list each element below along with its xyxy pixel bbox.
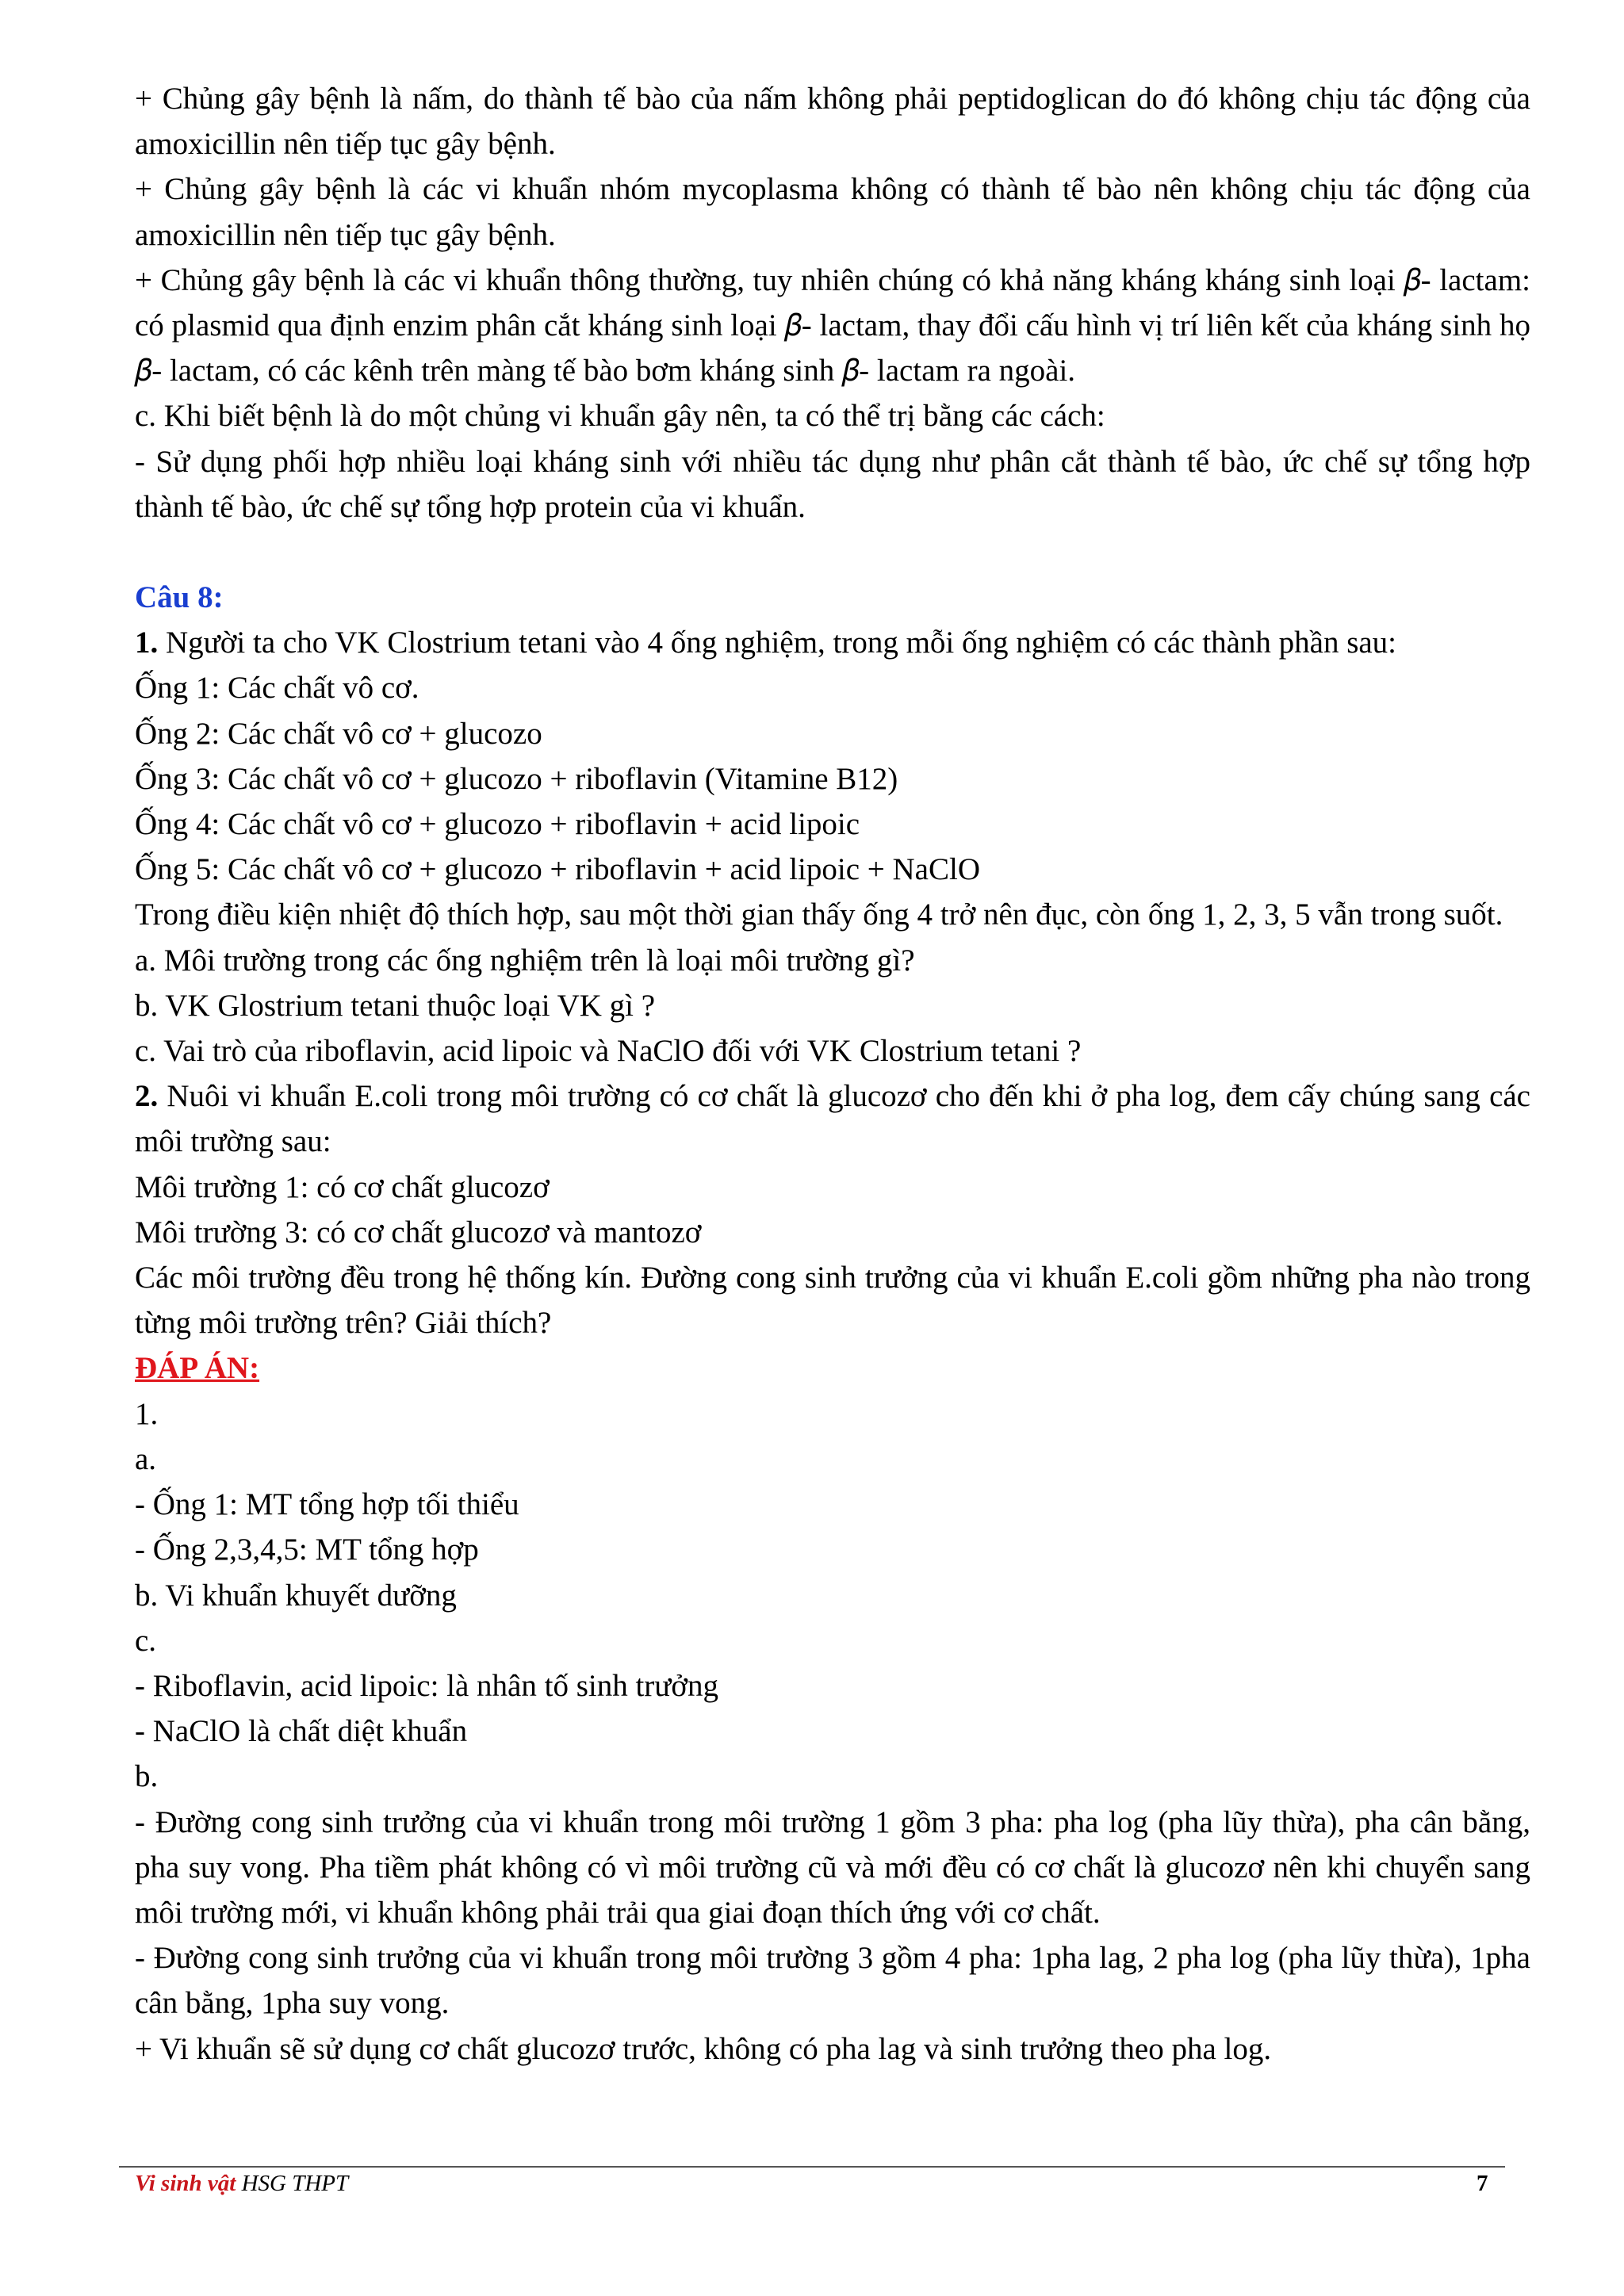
- question-part1: [135, 620, 1530, 665]
- paragraph: c. Khi biết bệnh là do một chủng vi khuẩn gây nên, ta có thể trị bằng các cách:: [135, 399, 1105, 434]
- paragraph: + Chủng gây bệnh là các vi khuẩn nhóm mycoplasma không có thành tế bào nên không chịu tác động của amoxicillin nên tiếp tục gây bệnh.: [135, 172, 1530, 252]
- footer-title: [135, 2171, 348, 2197]
- medium-item: Môi trường 1: có cơ chất glucozơ: [135, 1169, 550, 1204]
- answer-line: + Vi khuẩn sẽ sử dụng cơ chất glucozơ trước, không có pha lag và sinh trưởng theo pha log.: [135, 2031, 1272, 2066]
- answer-line: - Riboflavin, acid lipoic: là nhân tố sinh trưởng: [135, 1668, 719, 1703]
- question-part2: [135, 1073, 1530, 1164]
- tube-item: Ống 2: Các chất vô cơ + glucozo: [135, 716, 542, 751]
- medium-item: Môi trường 3: có cơ chất glucozơ và mantozơ: [135, 1215, 702, 1249]
- tube-item: Ống 3: Các chất vô cơ + glucozo + riboflavin (Vitamine B12): [135, 761, 898, 796]
- paragraph: + Chủng gây bệnh là các vi khuẩn thông thường, tuy nhiên chúng có khả năng kháng kháng sinh loại 𝛽- lactam: có plasmid qua định enzim phân cắt kháng sinh loại 𝛽- lactam, thay đổi cấu hình vị trí liên kết của kháng sinh họ 𝛽- lactam, có các kênh trên màng tế bào bơm kháng sinh 𝛽- lactam ra ngoài.: [135, 262, 1530, 388]
- answer-line: - Ống 2,3,4,5: MT tổng hợp: [135, 1533, 479, 1567]
- spacer: [135, 530, 1530, 575]
- answer-heading: ĐÁP ÁN:: [135, 1351, 260, 1386]
- sub-question: b. VK Glostrium tetani thuộc loại VK gì ?: [135, 988, 656, 1023]
- part-text: Người ta cho VK Clostrium tetani vào 4 ống nghiệm, trong mỗi ống nghiệm có các thành phần sau:: [158, 626, 1397, 660]
- question-heading: Câu 8:: [135, 580, 224, 615]
- paragraph: - Sử dụng phối hợp nhiều loại kháng sinh với nhiều tác dụng như phân cắt thành tế bào, ức chế sự tổng hợp thành tế bào, ức chế sự tổng hợp protein của vi khuẩn.: [135, 444, 1530, 524]
- answer-line: - Đường cong sinh trưởng của vi khuẩn trong môi trường 3 gồm 4 pha: 1pha lag, 2 pha log (pha lũy thừa), 1pha cân bằng, 1pha suy vong.: [135, 1941, 1530, 2021]
- answer-line: - NaClO là chất diệt khuẩn: [135, 1714, 468, 1749]
- answer-line: b.: [135, 1759, 159, 1794]
- part-number: 2.: [135, 1079, 159, 1114]
- tube-item: Ống 4: Các chất vô cơ + glucozo + riboflavin + acid lipoic: [135, 807, 860, 842]
- question-closing: Các môi trường đều trong hệ thống kín. Đường cong sinh trưởng của vi khuẩn E.coli gồm những pha nào trong từng môi trường trên? Giải thích?: [135, 1261, 1530, 1341]
- tube-item: Ống 5: Các chất vô cơ + glucozo + riboflavin + acid lipoic + NaClO: [135, 852, 981, 887]
- answer-line: a.: [135, 1441, 157, 1476]
- sub-question: c. Vai trò của riboflavin, acid lipoic và NaClO đối với VK Clostrium tetani ?: [135, 1034, 1082, 1069]
- footer-brand: Vi sinh vật: [135, 2171, 236, 2196]
- answer-line: - Đường cong sinh trưởng của vi khuẩn trong môi trường 1 gồm 3 pha: pha log (pha lũy thừa), pha cân bằng, pha suy vong. Pha tiềm phát không có vì môi trường cũ và mới đều có cơ chất là glucozơ nên khi chuyển sang môi trường mới, vi khuẩn không phải trải qua giai đoạn thích ứng với cơ chất.: [135, 1804, 1530, 1930]
- answer-line: b. Vi khuẩn khuyết dưỡng: [135, 1578, 457, 1613]
- page-number: 7: [1477, 2171, 1488, 2196]
- observation: Trong điều kiện nhiệt độ thích hợp, sau một thời gian thấy ống 4 trở nên đục, còn ống 1, 2, 3, 5 vẫn trong suốt.: [135, 897, 1503, 932]
- footer-subtitle: HSG THPT: [236, 2171, 349, 2196]
- paragraph: + Chủng gây bệnh là nấm, do thành tế bào của nấm không phải peptidoglican do đó không chịu tác động của amoxicillin nên tiếp tục gây bệnh.: [135, 82, 1530, 162]
- tube-item: Ống 1: Các chất vô cơ.: [135, 671, 419, 706]
- page-content: [135, 76, 1530, 2072]
- part-number: 1.: [135, 626, 159, 660]
- footer-divider: [119, 2166, 1505, 2168]
- answer-line: - Ống 1: MT tổng hợp tối thiểu: [135, 1487, 519, 1522]
- part-text: Nuôi vi khuẩn E.coli trong môi trường có cơ chất là glucozơ cho đến khi ở pha log, đem cấy chúng sang các môi trường sau:: [135, 1079, 1530, 1159]
- answer-line: c.: [135, 1623, 157, 1658]
- sub-question: a. Môi trường trong các ống nghiệm trên là loại môi trường gì?: [135, 943, 915, 978]
- answer-line: 1.: [135, 1396, 159, 1431]
